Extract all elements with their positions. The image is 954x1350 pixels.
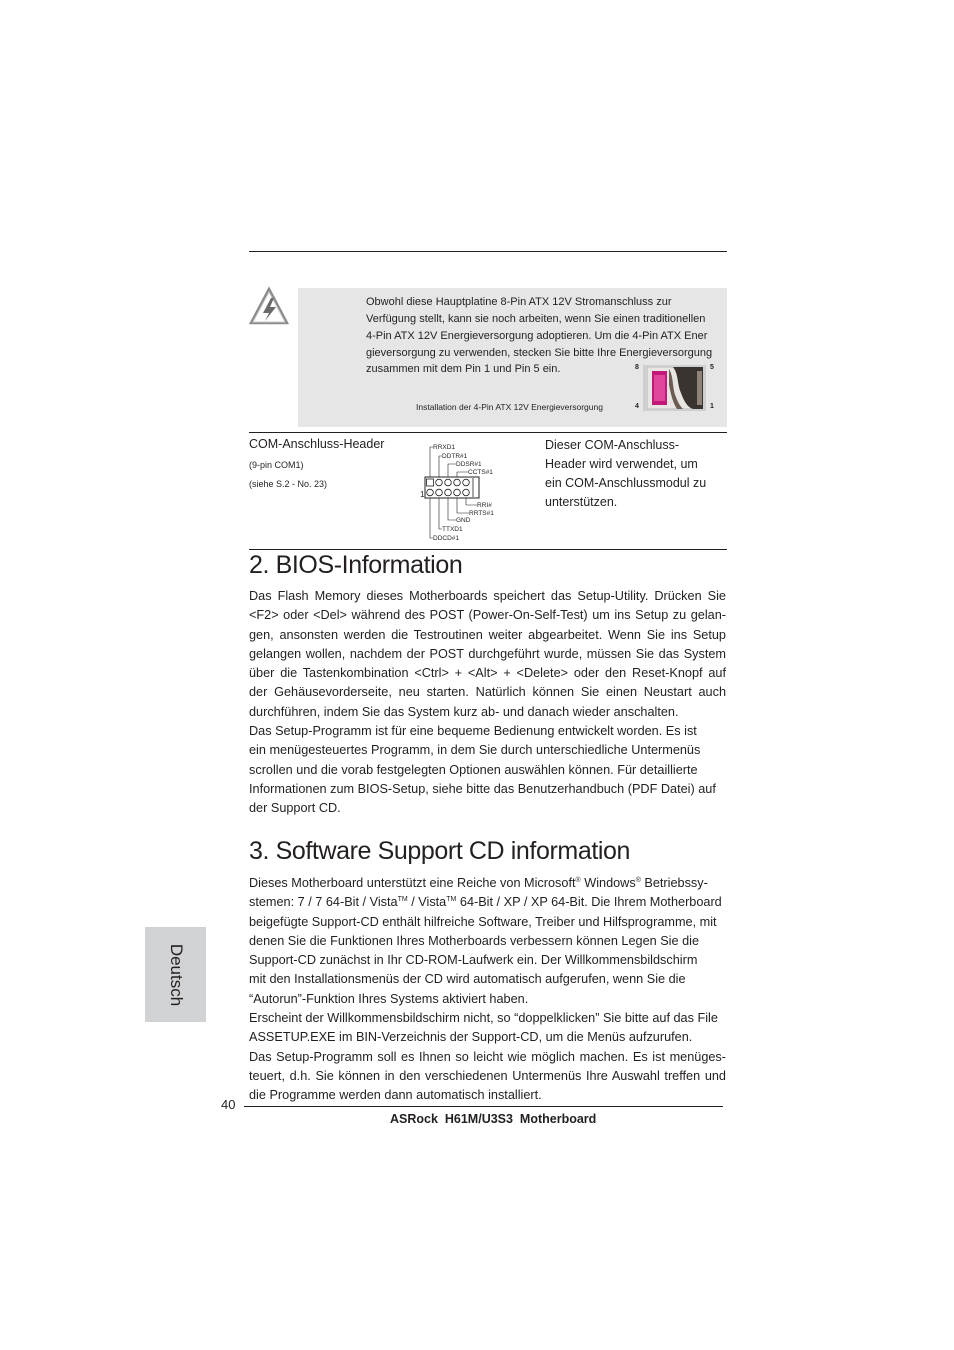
trademark-mark: TM: [397, 896, 408, 904]
software-line: Das Setup-Programm soll es Ihnen so leicht wie möglich machen. Es ist menüges-: [249, 1049, 726, 1064]
bios-line: der Gehäusevorderseite, neu starten. Natürlich können Sie einen Neustart auch: [249, 685, 726, 700]
com-description-line: Header wird verwendet, um: [545, 457, 698, 471]
bios-line: gelangen wollen, nachdem der POST durchgeführt wurde, müssen Sie das System: [249, 646, 726, 661]
bios-line: Informationen zum BIOS-Setup, siehe bitte das Benutzerhandbuch (PDF Datei) auf: [249, 781, 716, 796]
note-line: zusammen mit dem Pin 1 und Pin 5 ein.: [366, 363, 561, 375]
note-line: Obwohl diese Hauptplatine 8-Pin ATX 12V Stromanschluss zur: [366, 296, 672, 308]
com-pin-label: CCTS#1: [468, 469, 493, 476]
note-line: 4-Pin ATX 12V Energieversorgung adoptieren. Um die 4-Pin ATX Ener: [366, 330, 708, 342]
com-description-line: ein COM-Anschlussmodul zu: [545, 476, 707, 490]
com-pin-label: DDCD#1: [433, 535, 460, 542]
com-pin-one-label: 1: [420, 490, 425, 499]
software-line: teuert, d.h. Sie können in den verschiedenen Untermenüs Ihre Auswahl treffen und: [249, 1068, 726, 1083]
pin-label-1: 1: [710, 403, 714, 410]
com-reference: (siehe S.2 - No. 23): [249, 479, 328, 489]
software-text: Windows: [580, 876, 636, 890]
bios-line: über die Tastenkombination <Ctrl> + <Alt> + <Delete> oder den Reset-Knopf auf: [249, 666, 726, 681]
bios-line: ein menügesteuertes Programm, in dem Sie durch unterschiedliche Untermenüs: [249, 743, 701, 758]
com-description-line: unterstützen.: [545, 495, 618, 509]
com-pin-label: RRTS#1: [469, 510, 494, 517]
com-description-line: Dieser COM-Anschluss-: [545, 438, 680, 452]
bios-line: Das Setup-Programm ist für eine bequeme Bedienung entwickelt worden. Es ist: [249, 724, 697, 739]
pin-label-5: 5: [710, 364, 714, 371]
software-line: mit den Installationsmenüs der CD wird automatisch aufgerufen, wenn Sie die: [249, 972, 686, 987]
power-connector-photo: [643, 365, 706, 411]
com-pin-label: DDSR#1: [456, 461, 482, 468]
software-line: ASSETUP.EXE im BIN-Verzeichnis der Support-CD, um die Menüs aufzurufen.: [249, 1030, 693, 1045]
com-pin-label: GND: [456, 517, 471, 524]
software-text: stemen: 7 / 7 64-Bit / Vista: [249, 895, 398, 910]
software-text: Dieses Motherboard unterstützt eine Reiche von Microsoft: [249, 876, 576, 890]
footer-rule: [244, 1106, 723, 1107]
bios-paragraph: [249, 587, 726, 819]
bios-heading: 2. BIOS-Information: [249, 551, 463, 579]
bios-line: durchführen, indem Sie das System kurz ab- und danach wieder anschalten.: [249, 704, 679, 719]
bios-line: <F2> oder <Del> während des POST (Power-On-Self-Test) um ins Setup zu gelan-: [249, 608, 726, 623]
software-line: denen Sie die Funktionen Ihres Motherboards verbessern können Legen Sie die: [249, 933, 699, 948]
software-line: “Autorun”-Funktion Ihres Systems aktiviert haben.: [249, 991, 529, 1006]
com-pin-label: RRXD1: [433, 444, 456, 451]
note-line: Verfügung stellt, kann sie noch arbeiten, wenn Sie einen traditionellen: [366, 313, 706, 325]
bios-line: Das Flash Memory dieses Motherboards speichert das Setup-Utility. Drücken Sie: [249, 589, 726, 603]
bios-section-rule: [249, 549, 727, 550]
footer-title: ASRock H61M/U3S3 Motherboard: [390, 1112, 597, 1126]
software-line: [249, 874, 726, 893]
software-text: 64-Bit / XP / XP 64-Bit. Die Ihrem Motherboard: [456, 895, 722, 910]
note-line: gieversorgung zu verwenden, stecken Sie bitte Ihre Energieversorgung: [366, 347, 713, 359]
note-caption: Installation der 4-Pin ATX 12V Energieversorgung: [416, 402, 603, 412]
page-number: 40: [221, 1097, 236, 1112]
software-line: Support-CD zunächst in Ihr CD-ROM-Laufwerk ein. Der Willkommensbildschirm: [249, 953, 698, 968]
software-line: [249, 893, 726, 912]
software-line: Erscheint der Willkommensbildschirm nicht, so “doppelklicken” Sie bitte auf das File: [249, 1011, 718, 1026]
bios-line: scrollen und die vorab festgelegten Optionen auswählen können. Für detaillierte: [249, 762, 698, 777]
pin-label-4: 4: [635, 403, 639, 410]
software-paragraph: [249, 874, 726, 1106]
software-heading: 3. Software Support CD information: [249, 837, 631, 865]
com-pin-label: DDTR#1: [442, 453, 468, 460]
software-line: die Programme werden dann automatisch installiert.: [249, 1088, 542, 1103]
com-pin-label: RRI#: [477, 502, 492, 509]
software-line: beigefügte Support-CD enthält hilfreiche Software, Treiber und Hilfsprogramme, mit: [249, 914, 717, 929]
com-section-rule: [249, 432, 727, 433]
warning-icon: [248, 286, 290, 326]
bios-line: gen, ansonsten werden die Testroutinen weiter abgearbeitet. Wenn Sie ins Setup: [249, 627, 726, 642]
com-pin-diagram: [418, 440, 510, 544]
software-text: / Vista: [407, 895, 447, 910]
software-text: Betriebssy-: [640, 876, 708, 890]
com-title: COM-Anschluss-Header: [249, 437, 385, 451]
com-subtitle: (9-pin COM1): [249, 460, 304, 470]
pin-label-8: 8: [635, 364, 639, 371]
com-pin-label: TTXD1: [442, 526, 463, 533]
registered-mark: ®: [575, 876, 581, 884]
registered-mark: ®: [635, 876, 641, 884]
language-tab-label: Deutsch: [166, 943, 186, 1006]
top-rule: [249, 251, 727, 252]
language-tab: [145, 927, 206, 1022]
trademark-mark: TM: [446, 896, 457, 904]
bios-line: der Support CD.: [249, 801, 341, 816]
